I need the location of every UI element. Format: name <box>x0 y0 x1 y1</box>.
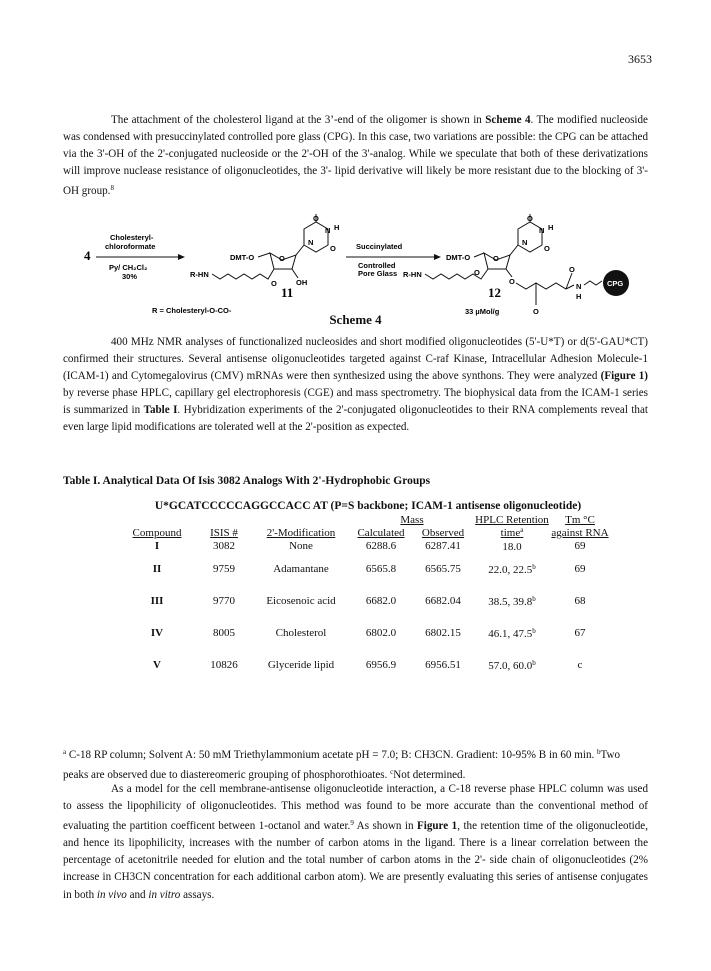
table-cell: 10826 <box>210 659 238 671</box>
compound-11-label: 11 <box>281 285 294 300</box>
footnote-mark: a <box>63 748 67 756</box>
text: As shown in <box>353 820 417 833</box>
table-cell: 46.1, 47.5$^b$ <box>488 626 536 640</box>
svg-text:O: O <box>313 214 319 223</box>
table-cell: 38.5, 39.8$^b$ <box>488 594 536 608</box>
text: . The modified nucleoside was condensed with presuccinylated controlled pore glass (CPG). In this case, two variations are possible: the CPG can be attached via the 3'-OH of the 2'-conjugated nucleoside or the 2'-OH of the 3'-analog. While we speculate that both of these derivatizations will improve nuclease resistance of oligonucleotides, the 3'- lipid derivative will likely be more resistant due to the blocking of 3'-OH group. <box>63 114 648 198</box>
column-header: ISIS # <box>210 526 238 539</box>
table-cell: 6565.8 <box>365 563 397 575</box>
svg-text:O: O <box>474 268 480 277</box>
svg-text:H: H <box>334 223 340 232</box>
svg-text:O: O <box>509 277 515 286</box>
reagent-2-line-2: Controlled <box>358 261 396 270</box>
table-cell: 6802.0 <box>365 627 397 639</box>
svg-text:O: O <box>493 254 499 263</box>
table-row <box>118 585 610 617</box>
table-row <box>118 553 610 585</box>
footnote-text: Two peaks are observed due to diastereomeric grouping of phosphorothioates. <box>63 749 621 782</box>
table-cell: 57.0, 60.0$^b$ <box>488 658 536 672</box>
compound-12-label: 12 <box>488 285 501 300</box>
table-cell: 18.0 <box>502 540 522 553</box>
column-header: time$^a$ <box>500 526 524 539</box>
table-cell: 6565.75 <box>425 563 461 575</box>
table-cell: 8005 <box>213 627 235 639</box>
table-cell: 6956.9 <box>365 659 397 671</box>
table-cell: 69 <box>574 540 586 552</box>
table-cell: 68 <box>574 595 586 607</box>
table-cell: 67 <box>574 627 586 639</box>
svg-text:O: O <box>533 307 539 316</box>
text: by reverse phase HPLC, capillary gel electrophoresis (CGE) and mass spectrometry. The biophysical data from the ICAM-1 series is summarized in <box>63 387 648 417</box>
data-table <box>118 514 610 681</box>
column-header: against RNA <box>551 526 609 539</box>
table-cell: 6288.6 <box>365 540 397 552</box>
table-cell: II <box>152 563 162 575</box>
group-header-row <box>118 514 610 526</box>
table-cell: 6802.15 <box>425 627 461 639</box>
text: As a model for the cell membrane-antisense oligonucleotide interaction, a C-18 reverse phase HPLC column was used to assess the lipophilicity of oligonucleotides. This method was found to be more accurate than the conventional method of evaluating the partition coefficent between 1-octanol and water. <box>63 783 648 833</box>
scheme-reference: Scheme 4 <box>485 114 531 126</box>
svg-text:N: N <box>522 238 528 247</box>
scheme-4-figure <box>60 213 650 323</box>
footnote-mark: b <box>597 748 601 756</box>
svg-text:H: H <box>548 223 554 232</box>
reagent-2-line-1: Succinylated <box>356 242 403 251</box>
cpg-label: CPG <box>607 279 624 288</box>
table-reference: Table I <box>143 404 178 417</box>
svg-text:H: H <box>576 292 582 301</box>
table-cell: 3082 <box>213 540 235 552</box>
footnote-text: Not determined. <box>393 769 466 782</box>
column-header: 2'-Modification <box>266 526 336 539</box>
citation: 8 <box>110 184 114 193</box>
svg-text:N: N <box>325 226 331 235</box>
table-cell: c <box>577 659 583 671</box>
reagent-1-line-3: Py/ CH₂Cl₂ <box>109 263 148 272</box>
svg-text:O: O <box>330 244 336 253</box>
footnote-text: C-18 RP column; Solvent A: 50 mM Triethylammonium acetate pH = 7.0; B: CH3CN. Gradient: 10-95% B in 60 min. <box>66 749 598 761</box>
table-cell: 69 <box>574 563 586 575</box>
table-cell: Eicosenoic acid <box>266 595 336 607</box>
sequence-header: U*GCATCCCCCAGGCCACC AT (P=S backbone; ICAM-1 antisense oligonucleotide) <box>154 500 582 512</box>
footnote-mark: c <box>390 768 394 777</box>
mass-group-header: Mass <box>400 514 424 526</box>
table-cell: 9770 <box>213 595 235 607</box>
svg-text:N: N <box>576 282 582 291</box>
column-header-row <box>118 526 610 539</box>
table-cell: 9759 <box>213 563 235 575</box>
column-header: Observed <box>421 526 465 539</box>
svg-text:N: N <box>308 238 314 247</box>
table-row <box>118 617 610 649</box>
svg-text:R-HN: R-HN <box>403 270 422 279</box>
page-number: 3653 <box>628 52 652 66</box>
table-row <box>118 649 610 681</box>
nmr-paragraph <box>63 334 648 437</box>
text: 400 MHz NMR analyses of functionalized nucleosides and short modified oligonucleotides (5'-U*T) or d(5'-GAU*CT) confirmed their structures. Several antisense oligonucleotides targeted against C-raf Kinase, Intracellular Adhesion Molecule-1 (ICAM-1) and Cytomegalovirus (CMV) mRNAs were then synthesized using the above synthons. They were analyzed <box>63 336 648 383</box>
hplc-group-header: HPLC Retention <box>475 514 549 526</box>
table-cell: Glyceride lipid <box>267 659 335 671</box>
svg-text:N: N <box>539 226 545 235</box>
table-cell: 22.0, 22.5$^b$ <box>488 562 536 576</box>
table-cell: Cholesterol <box>275 627 327 639</box>
column-header: Compound <box>132 526 182 539</box>
svg-text:O: O <box>279 254 285 263</box>
text: assays. <box>180 888 215 901</box>
text: and <box>126 888 149 901</box>
text: , the retention time of the oligonucleotide, and hence its lipophilicity, increases with the number of carbon atoms in the ligand. There is a linear correlation between the percentage of acetonitrile needed for elution and the total number of carbon atoms in the 2'- side chain of oligonucleotides (2% increase in CH3CN concentration for each additional carbon atom). We are presently evaluating this series of antisense conjugates in both <box>63 820 648 901</box>
scheme-4-drawing <box>60 213 650 323</box>
table-cell: 6682.04 <box>425 595 461 607</box>
intro-paragraph <box>63 112 648 200</box>
r-definition: R = Cholesteryl-O-CO- <box>152 306 232 315</box>
table-cell: None <box>289 540 313 552</box>
dmt-label: DMT-O <box>230 253 255 262</box>
table-cell: 6682.0 <box>365 595 397 607</box>
italic-term: in vivo <box>96 888 127 901</box>
table-i <box>118 500 618 681</box>
arrow-head-2 <box>434 254 441 260</box>
compound-4-label: 4 <box>84 248 91 263</box>
reagent-1-line-1: Cholesteryl- <box>110 233 154 242</box>
scheme-title: Scheme 4 <box>329 312 382 327</box>
reagent-1-line-2: chloroformate <box>105 242 156 251</box>
reagent-1-yield: 30% <box>122 272 138 281</box>
table-cell: 6956.51 <box>425 659 461 671</box>
table-cell: IV <box>150 627 164 639</box>
table-cell: 6287.41 <box>425 540 461 552</box>
compound-11-structure <box>190 214 339 300</box>
arrow-head-1 <box>178 254 185 260</box>
figure-reference: Figure 1 <box>416 820 458 833</box>
table-footnotes <box>63 744 648 784</box>
loading-label: 33 µMol/g <box>465 307 500 316</box>
text: The attachment of the cholesterol ligand at the 3’-end of the oligomer is shown in <box>111 114 486 126</box>
table-caption: Table I. Analytical Data Of Isis 3082 Analogs With 2'-Hydrophobic Groups <box>63 475 431 487</box>
table-cell: V <box>153 659 161 671</box>
reagent-2-line-3: Pore Glass <box>358 269 398 278</box>
svg-text:O: O <box>544 244 550 253</box>
figure-reference: (Figure 1) <box>600 370 649 383</box>
table-cell: Adamantane <box>273 563 329 575</box>
citation: 9 <box>350 819 354 828</box>
tm-group-header: Tm °C <box>565 514 595 526</box>
table-cell: I <box>154 540 160 552</box>
italic-term: in vitro <box>148 888 181 901</box>
rhn-label: R-HN <box>190 270 209 279</box>
svg-text:DMT-O: DMT-O <box>446 253 471 262</box>
column-header: Calculated <box>357 526 405 539</box>
table-row <box>118 539 610 553</box>
table-cell: III <box>150 595 164 607</box>
svg-text:O: O <box>271 279 277 288</box>
text: . Hybridization experiments of the 2'-conjugated oligonucleotides to their RNA complements reveal that even large lipid modifications are tolerated well at the 2'-position as expected. <box>63 404 648 434</box>
svg-text:OH: OH <box>296 278 308 287</box>
svg-text:O: O <box>527 214 533 223</box>
compound-12-structure <box>403 214 629 316</box>
svg-text:O: O <box>569 265 575 274</box>
hplc-paragraph <box>63 781 648 904</box>
